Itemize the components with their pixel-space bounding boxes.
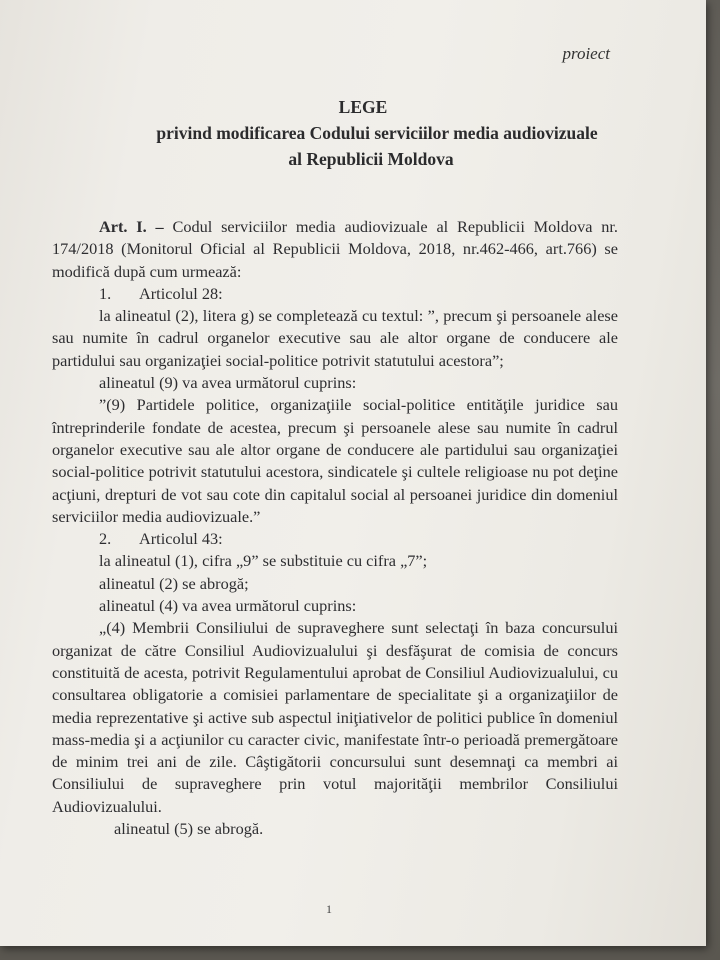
list-item-1 bbox=[52, 283, 618, 305]
article-1-intro bbox=[52, 216, 618, 283]
quoted-paragraph: ”(9) Partidele politice, organizaţiile social-politice entităţile juridice sau întreprinderile fondate de acestea, precum şi persoanele alese sau numite în cadrul organelor executive sau ale altor organe de conducere ale partidului sau organizaţiei social-politice potrivit statutului acestora, sindicatele şi cultele religioase nu pot deţine acţiuni, drepturi de vot sau cote din capitalul social al persoanei juridice din domeniul serviciilor media audiovizuale.” bbox=[52, 395, 618, 526]
paragraph: alineatul (5) se abrogă. bbox=[114, 819, 264, 839]
paragraph: alineatul (9) va avea următorul cuprins: bbox=[99, 373, 357, 393]
document-title bbox=[0, 94, 706, 172]
paragraph: alineatul (2) se abrogă; bbox=[99, 573, 249, 593]
document-body bbox=[52, 216, 618, 840]
item-number: 1. bbox=[99, 283, 112, 303]
paragraph: la alineatul (1), cifra „9” se substituie cu cifra „7”; bbox=[99, 551, 428, 571]
title-line-3: al Republicii Moldova bbox=[288, 149, 454, 169]
article-intro-text: Codul serviciilor media audiovizuale al Republicii Moldova nr. 174/2018 (Monitorul Oficial al Republicii Moldova, 2018, nr.462-466, art.766) se modifică după cum urmează: bbox=[52, 217, 618, 281]
draft-stamp: proiect bbox=[562, 44, 610, 63]
quoted-paragraph: „(4) Membrii Consiliului de supraveghere sunt selectaţi în baza concursului organizat de către Consiliul Audiovizualului şi desfăşurat de comisia de concurs constituită de acesta, potrivit Regulamentului aprobat de Consiliul Audiovizualului, cu consultarea obligatorie a comisiei parlamentare de specialitate şi a organizaţiilor de media reprezentative şi active sub aspectul iniţiativelor de politici publice în domeniul mass-media şi a acţiunilor cu caracter civic, manifestate într-o perioadă premergătoare de minim trei ani de zile. Câştigătorii concursului sunt desemnaţi ca membri ai Consiliului de supraveghere prin votul majorităţii membrilor Consiliului Audiovizualului. bbox=[52, 618, 618, 816]
list-item-2 bbox=[52, 528, 618, 550]
title-line-2: privind modificarea Codului serviciilor media audiovizuale bbox=[156, 123, 598, 143]
paragraph: la alineatul (2), litera g) se completează cu textul: ”, precum şi persoanele alese sau numite în cadrul organelor executive sau ale altor organe de conducere ale partidului sau organizaţiei social-politice potrivit statutului acestora”; bbox=[52, 306, 618, 370]
paragraph: alineatul (4) va avea următorul cuprins: bbox=[99, 596, 357, 616]
page-number: 1 bbox=[326, 902, 332, 916]
article-label: Art. I. – bbox=[99, 217, 164, 236]
item-heading: Articolul 43: bbox=[139, 529, 223, 549]
item-heading: Articolul 28: bbox=[139, 283, 223, 303]
title-line-1: LEGE bbox=[338, 97, 388, 117]
item-number: 2. bbox=[99, 529, 112, 549]
